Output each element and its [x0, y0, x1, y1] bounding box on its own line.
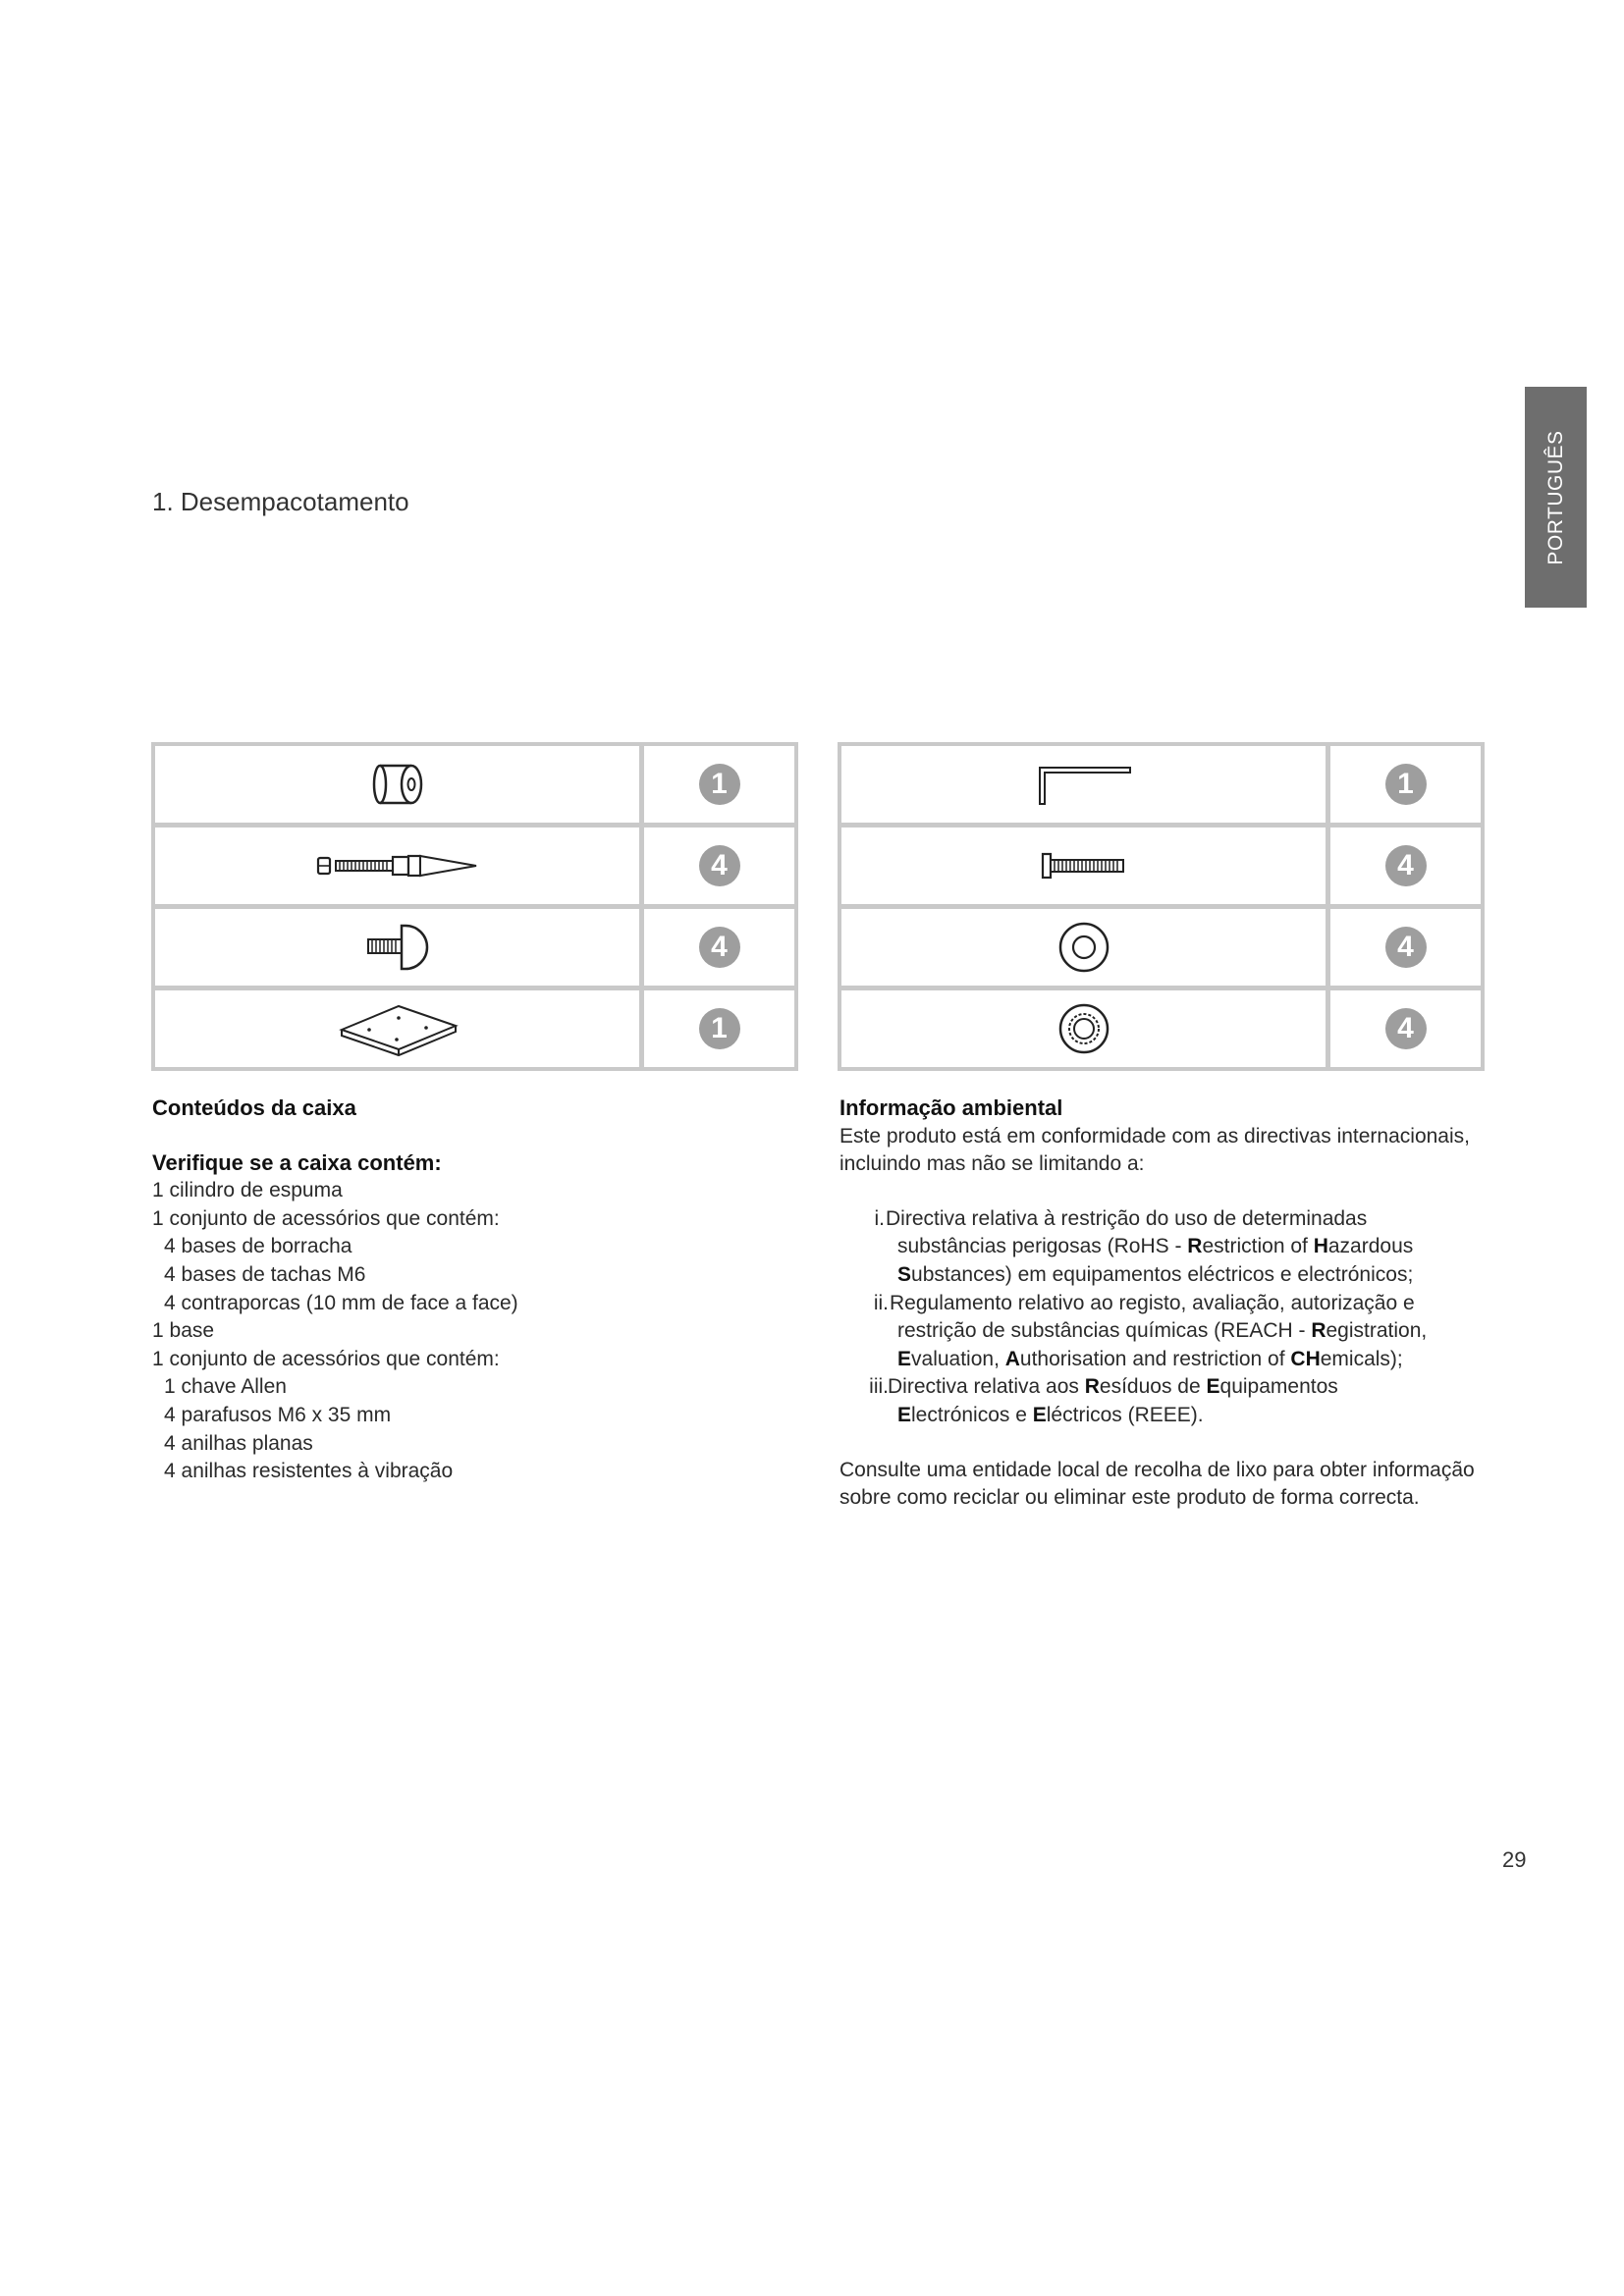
environmental-intro: Este produto está em conformidade com as directivas internacionais, incluindo mas não se limitando a:: [839, 1124, 1470, 1176]
qty-badge: 1: [699, 1008, 740, 1049]
list-item: 1 chave Allen: [164, 1375, 287, 1399]
qty-cell: [644, 909, 794, 986]
list-item: 4 parafusos M6 x 35 mm: [164, 1403, 392, 1426]
part-cell: [155, 990, 639, 1067]
directive-list: [839, 1205, 1488, 1430]
allen-key-icon: [1030, 760, 1138, 809]
qty-cell: [644, 828, 794, 904]
environmental-info: [839, 1095, 1488, 1513]
page-number: 29: [1502, 1847, 1527, 1872]
part-cell: [841, 909, 1326, 986]
directive-number: ii.: [873, 1291, 889, 1314]
part-cell: [155, 746, 639, 823]
qty-cell: [1330, 909, 1481, 986]
qty-cell: [1330, 746, 1481, 823]
directive-item: iii. Directiva relativa aos Resíduos de Equipamentos Electrónicos e Eléctricos (REEE).: [839, 1373, 1488, 1429]
list-item: 4 contraporcas (10 mm de face a face): [164, 1291, 518, 1314]
qty-badge: 1: [699, 764, 740, 805]
section-title: 1. Desempacotamento: [152, 487, 409, 516]
list-item: 4 bases de borracha: [164, 1235, 352, 1258]
list-item: 4 bases de tachas M6: [164, 1262, 366, 1286]
part-cell: [155, 909, 639, 986]
directive-item: ii. Regulamento relativo ao registo, avaliação, autorização e restrição de substâncias químicas (REACH - Registration, Evaluation, Authorisation and restriction of CHemicals);: [839, 1290, 1488, 1374]
parts-table-left: [151, 742, 798, 1071]
qty-badge: 4: [1385, 1008, 1427, 1049]
qty-cell: [1330, 990, 1481, 1067]
rubber-foot-icon: [358, 918, 437, 977]
qty-cell: [644, 990, 794, 1067]
lock-washer-icon: [1055, 999, 1113, 1058]
spike-assembly-icon: [314, 846, 481, 885]
environmental-heading: Informação ambiental: [839, 1095, 1063, 1120]
language-tab-label: PORTUGUÊS: [1543, 429, 1567, 565]
list-item: 1 conjunto de acessórios que contém:: [152, 1206, 500, 1230]
directive-item: i. Directiva relativa à restrição do uso de determinadas substâncias perigosas (RoHS - Restriction of Hazardous Substances) em equipamentos eléctricos e electrónicos;: [839, 1205, 1488, 1290]
qty-cell: [644, 746, 794, 823]
qty-badge: 4: [699, 845, 740, 886]
bolt-icon: [1035, 846, 1133, 885]
list-item: 4 anilhas planas: [164, 1431, 313, 1455]
directive-number: iii.: [869, 1375, 889, 1399]
list-item: 1 conjunto de acessórios que contém:: [152, 1347, 500, 1370]
list-item: 1 base: [152, 1319, 215, 1343]
qty-badge: 4: [1385, 927, 1427, 968]
qty-badge: 4: [699, 927, 740, 968]
language-tab: [1525, 387, 1587, 608]
qty-badge: 4: [1385, 845, 1427, 886]
qty-badge: 1: [1385, 764, 1427, 805]
environmental-outro: Consulte uma entidade local de recolha de lixo para obter informação sobre como reciclar ou eliminar este produto de forma correcta.: [839, 1458, 1475, 1510]
part-cell: [841, 990, 1326, 1067]
part-cell: [841, 746, 1326, 823]
part-cell: [155, 828, 639, 904]
list-item: 4 anilhas resistentes à vibração: [164, 1460, 454, 1483]
box-contents-subheading: Verifique se a caixa contém:: [152, 1149, 442, 1175]
flat-washer-icon: [1055, 918, 1113, 977]
part-cell: [841, 828, 1326, 904]
box-contents-heading: Conteúdos da caixa: [152, 1095, 356, 1120]
directive-number: i.: [874, 1206, 885, 1230]
box-contents-list: [152, 1177, 781, 1486]
box-contents: [152, 1095, 781, 1486]
base-plate-icon: [334, 996, 461, 1061]
foam-cylinder-icon: [358, 755, 437, 814]
qty-cell: [1330, 828, 1481, 904]
list-item: 1 cilindro de espuma: [152, 1179, 343, 1202]
parts-table-right: [838, 742, 1485, 1071]
